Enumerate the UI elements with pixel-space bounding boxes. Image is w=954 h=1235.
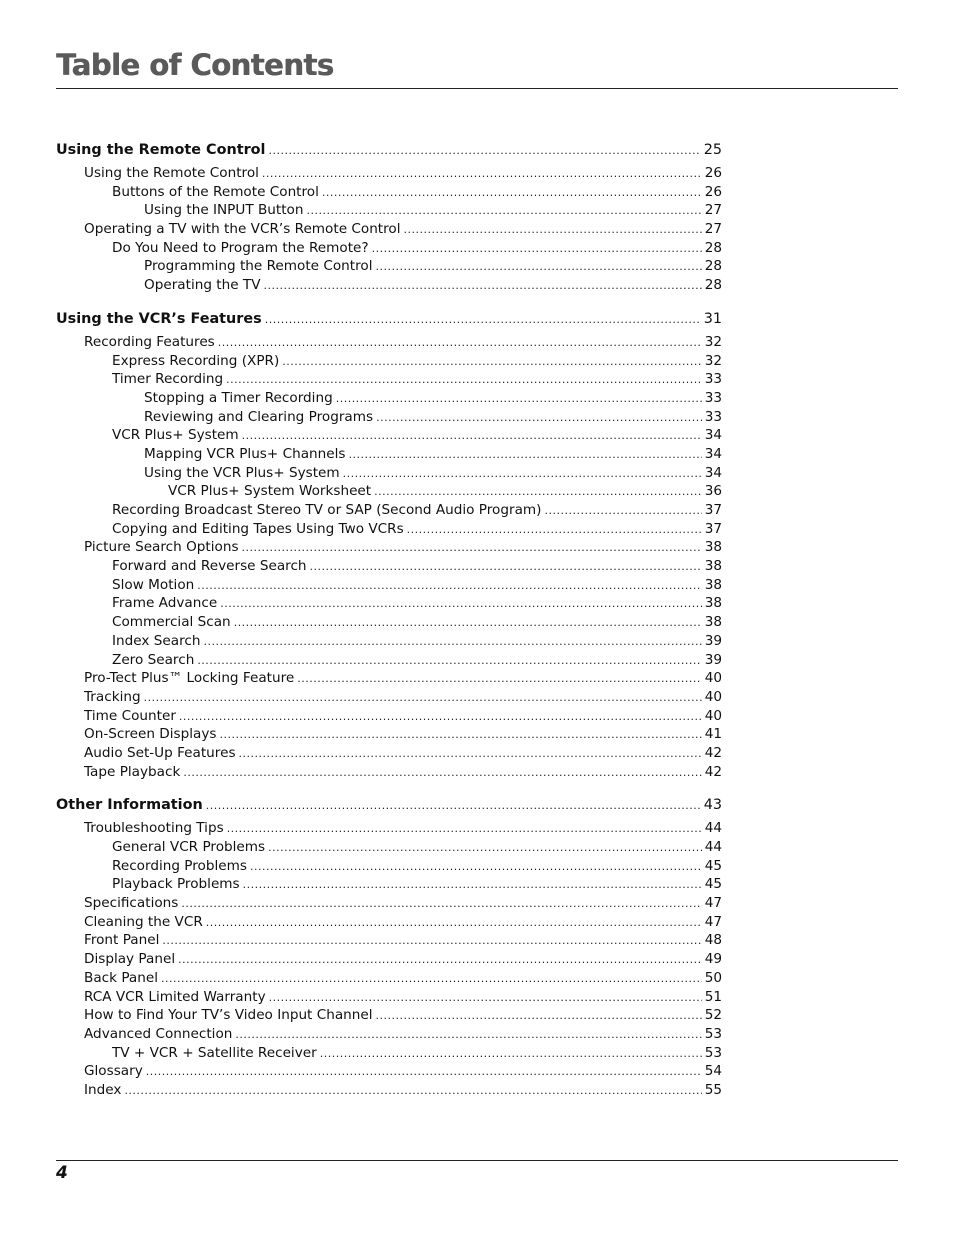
toc-entry-page: 42 — [704, 763, 722, 780]
toc-entry[interactable] — [56, 520, 722, 539]
toc-entry[interactable] — [56, 594, 722, 613]
toc-section-heading[interactable] — [56, 140, 722, 164]
dot-leader — [343, 464, 702, 484]
toc-entry[interactable] — [56, 819, 722, 838]
toc-list — [56, 140, 722, 1114]
toc-entry-page: 55 — [704, 1081, 722, 1098]
toc-entry-label: TV + VCR + Satellite Receiver — [112, 1044, 317, 1061]
dot-leader — [179, 707, 702, 727]
toc-entry-page: 33 — [704, 408, 722, 425]
toc-entry-page: 32 — [704, 333, 722, 350]
toc-entry-page: 33 — [704, 371, 722, 388]
dot-leader — [265, 309, 701, 330]
toc-entry[interactable] — [56, 501, 722, 520]
toc-entry-page: 52 — [704, 1007, 722, 1024]
toc-entry[interactable] — [56, 352, 722, 371]
toc-entry-label: Operating the TV — [144, 277, 261, 294]
toc-entry-label: Troubleshooting Tips — [84, 820, 224, 837]
toc-entry[interactable] — [56, 725, 722, 744]
toc-entry[interactable] — [56, 183, 722, 202]
toc-entry-label: Time Counter — [84, 707, 176, 724]
dot-leader — [161, 969, 702, 989]
toc-entry[interactable] — [56, 557, 722, 576]
toc-entry-label: Glossary — [84, 1063, 143, 1080]
toc-entry-page: 48 — [704, 932, 722, 949]
toc-entry-page: 34 — [704, 464, 722, 481]
toc-entry-page: 38 — [704, 614, 722, 631]
dot-leader — [203, 632, 701, 652]
toc-entry-label: Buttons of the Remote Control — [112, 183, 319, 200]
dot-leader — [242, 426, 702, 446]
toc-entry[interactable] — [56, 408, 722, 427]
toc-entry-page: 25 — [703, 142, 722, 158]
toc-entry[interactable] — [56, 201, 722, 220]
toc-entry-label: Copying and Editing Tapes Using Two VCRs — [112, 520, 404, 537]
toc-entry[interactable] — [56, 744, 722, 763]
toc-entry-page: 27 — [704, 221, 722, 238]
toc-section — [56, 140, 722, 295]
toc-entry-label: Recording Problems — [112, 857, 247, 874]
toc-entry-label: Stopping a Timer Recording — [144, 389, 333, 406]
toc-entry-label: Commercial Scan — [112, 614, 231, 631]
toc-entry-page: 26 — [704, 165, 722, 181]
toc-entry[interactable] — [56, 220, 722, 239]
dot-leader — [235, 1025, 701, 1045]
dot-leader — [162, 931, 701, 951]
dot-leader — [322, 183, 702, 203]
toc-entry-page: 39 — [704, 651, 722, 668]
toc-entry-page: 53 — [704, 1044, 722, 1061]
toc-entry-page: 42 — [704, 744, 722, 761]
toc-entry[interactable] — [56, 445, 722, 464]
toc-entry-label: Slow Motion — [112, 576, 195, 593]
toc-entry-page: 39 — [704, 632, 722, 649]
dot-leader — [183, 763, 701, 783]
toc-entry[interactable] — [56, 464, 722, 483]
dot-leader — [269, 988, 702, 1008]
dot-leader — [181, 894, 701, 914]
toc-entry-label: VCR Plus+ System — [112, 427, 239, 444]
toc-entry-label: Programming the Remote Control — [144, 258, 373, 275]
toc-entry[interactable] — [56, 1081, 722, 1100]
toc-entry-label: How to Find Your TV’s Video Input Channel — [84, 1007, 373, 1024]
toc-entry[interactable] — [56, 969, 722, 988]
dot-leader — [206, 913, 702, 933]
toc-section — [56, 309, 722, 782]
dot-leader — [307, 201, 702, 221]
toc-entry[interactable] — [56, 913, 722, 932]
toc-entry-label: Timer Recording — [112, 371, 224, 388]
toc-entry[interactable] — [56, 632, 722, 651]
toc-entry[interactable] — [56, 857, 722, 876]
toc-entry-page: 34 — [704, 427, 722, 444]
toc-entry-label: Tracking — [84, 688, 141, 705]
toc-entry-label: Tape Playback — [84, 763, 181, 780]
dot-leader — [219, 725, 701, 745]
toc-entry-page: 44 — [704, 820, 722, 837]
dot-leader — [226, 370, 702, 390]
toc-entry-page: 50 — [704, 969, 722, 986]
toc-entry[interactable] — [56, 239, 722, 258]
toc-entry[interactable] — [56, 426, 722, 445]
toc-entry-label: Specifications — [84, 895, 179, 912]
toc-entry-label: Using the VCR Plus+ System — [144, 464, 340, 481]
toc-entry[interactable] — [56, 333, 722, 352]
dot-leader — [206, 795, 701, 816]
toc-entry[interactable] — [56, 838, 722, 857]
toc-entry[interactable] — [56, 707, 722, 726]
toc-entry-page: 31 — [703, 310, 722, 327]
dot-leader — [372, 239, 702, 259]
dot-leader — [242, 538, 702, 558]
dot-leader — [282, 352, 701, 372]
toc-entry-page: 53 — [704, 1025, 722, 1042]
toc-entry[interactable] — [56, 276, 722, 295]
toc-entry-label: Back Panel — [84, 969, 158, 986]
toc-entry-page: 37 — [704, 520, 722, 537]
dot-leader — [262, 164, 702, 184]
toc-entry-page: 34 — [704, 445, 722, 462]
toc-entry[interactable] — [56, 576, 722, 595]
toc-entry[interactable] — [56, 931, 722, 950]
toc-section — [56, 795, 722, 1099]
toc-entry-page: 40 — [704, 707, 722, 724]
page-number: 4 — [56, 1163, 68, 1183]
footer-divider — [56, 1160, 898, 1161]
toc-entry[interactable] — [56, 389, 722, 408]
toc-entry-page: 26 — [704, 183, 722, 200]
toc-entry-page: 38 — [704, 576, 722, 593]
toc-section-heading[interactable] — [56, 309, 722, 333]
dot-leader — [376, 1006, 702, 1026]
toc-entry-page: 49 — [704, 951, 722, 968]
dot-leader — [544, 501, 701, 521]
dot-leader — [239, 744, 702, 764]
toc-entry-page: 43 — [703, 797, 722, 814]
dot-leader — [250, 857, 702, 877]
toc-entry-label: Audio Set-Up Features — [84, 744, 236, 761]
toc-entry-page: 41 — [704, 726, 722, 743]
toc-entry-label: Zero Search — [112, 651, 195, 668]
dot-leader — [264, 276, 702, 296]
dot-leader — [376, 408, 702, 428]
toc-entry-label: Other Information — [56, 797, 203, 814]
toc-entry-label: Using the INPUT Button — [144, 202, 304, 219]
toc-entry-label: Index Search — [112, 632, 201, 649]
toc-entry[interactable] — [56, 988, 722, 1007]
toc-entry-label: Using the VCR’s Features — [56, 310, 262, 327]
toc-entry-label: Do You Need to Program the Remote? — [112, 239, 369, 256]
toc-entry-label: Playback Problems — [112, 876, 240, 893]
dot-leader — [178, 950, 702, 970]
toc-entry-page: 32 — [704, 352, 722, 369]
page-title: Table of Contents — [56, 48, 334, 82]
dot-leader — [269, 140, 701, 161]
dot-leader — [407, 520, 702, 540]
toc-entry[interactable] — [56, 1062, 722, 1081]
toc-entry-label: Recording Features — [84, 333, 215, 350]
toc-entry[interactable] — [56, 257, 722, 276]
toc-entry[interactable] — [56, 1044, 722, 1063]
toc-entry[interactable] — [56, 651, 722, 670]
toc-entry-label: Recording Broadcast Stereo TV or SAP (Second Audio Program) — [112, 502, 542, 518]
toc-entry-page: 54 — [704, 1063, 722, 1080]
toc-entry-page: 27 — [704, 202, 722, 219]
toc-entry-label: Forward and Reverse Search — [112, 558, 307, 575]
toc-entry-page: 44 — [704, 839, 722, 855]
toc-entry-page: 38 — [704, 539, 722, 556]
toc-entry[interactable] — [56, 164, 722, 183]
toc-entry-label: Index — [84, 1081, 122, 1098]
toc-entry-label: On-Screen Displays — [84, 726, 217, 743]
toc-entry-page: 51 — [704, 988, 722, 1005]
toc-entry[interactable] — [56, 370, 722, 389]
toc-entry-page: 37 — [704, 502, 722, 518]
toc-entry-page: 45 — [704, 857, 722, 874]
toc-entry[interactable] — [56, 538, 722, 557]
dot-leader — [144, 688, 702, 708]
toc-entry-page: 40 — [704, 688, 722, 705]
toc-entry[interactable] — [56, 1006, 722, 1025]
dot-leader — [197, 651, 701, 671]
toc-entry-label: Operating a TV with the VCR’s Remote Control — [84, 221, 401, 238]
dot-leader — [404, 220, 702, 240]
toc-entry-label: Advanced Connection — [84, 1025, 233, 1042]
dot-leader — [374, 482, 702, 502]
toc-entry-label: Reviewing and Clearing Programs — [144, 408, 374, 425]
toc-entry-label: Picture Search Options — [84, 539, 239, 556]
toc-entry-label: Frame Advance — [112, 595, 218, 612]
toc-entry-label: VCR Plus+ System Worksheet — [168, 483, 372, 500]
toc-entry[interactable] — [56, 1025, 722, 1044]
toc-entry-page: 28 — [704, 239, 722, 256]
header-divider — [56, 88, 898, 89]
toc-entry-label: Express Recording (XPR) — [112, 352, 280, 369]
toc-entry-page: 38 — [704, 595, 722, 612]
toc-entry-page: 28 — [704, 277, 722, 294]
toc-entry-label: General VCR Problems — [112, 839, 266, 855]
toc-entry-page: 28 — [704, 258, 722, 275]
dot-leader — [268, 838, 702, 858]
toc-entry-page: 47 — [704, 895, 722, 912]
toc-entry-page: 38 — [704, 558, 722, 575]
toc-entry[interactable] — [56, 613, 722, 632]
toc-entry-label: Cleaning the VCR — [84, 913, 203, 930]
toc-entry-page: 47 — [704, 913, 722, 930]
toc-entry-label: Front Panel — [84, 932, 160, 949]
dot-leader — [243, 875, 702, 895]
toc-entry-label: RCA VCR Limited Warranty — [84, 988, 266, 1005]
dot-leader — [146, 1062, 702, 1082]
toc-entry-label: Pro-Tect Plus™ Locking Feature — [84, 670, 295, 687]
dot-leader — [336, 389, 702, 409]
dot-leader — [220, 594, 701, 614]
toc-entry[interactable] — [56, 669, 722, 688]
toc-section-heading[interactable] — [56, 795, 722, 819]
toc-entry[interactable] — [56, 482, 722, 501]
toc-entry[interactable] — [56, 950, 722, 969]
toc-entry-label: Display Panel — [84, 951, 176, 968]
dot-leader — [320, 1044, 702, 1064]
dot-leader — [297, 669, 701, 689]
dot-leader — [375, 257, 701, 277]
toc-entry-page: 45 — [704, 876, 722, 893]
dot-leader — [310, 557, 702, 577]
dot-leader — [218, 333, 702, 353]
toc-entry-label: Mapping VCR Plus+ Channels — [144, 445, 346, 462]
dot-leader — [227, 819, 702, 839]
dot-leader — [234, 613, 702, 633]
dot-leader — [197, 576, 701, 596]
toc-entry-label: Using the Remote Control — [84, 165, 259, 181]
toc-entry[interactable] — [56, 688, 722, 707]
toc-entry[interactable] — [56, 875, 722, 894]
dot-leader — [124, 1081, 701, 1101]
toc-entry-label: Using the Remote Control — [56, 142, 266, 158]
toc-entry[interactable] — [56, 763, 722, 782]
toc-entry-page: 40 — [704, 670, 722, 687]
dot-leader — [349, 445, 702, 465]
toc-entry-page: 36 — [704, 483, 722, 500]
toc-entry-page: 33 — [704, 389, 722, 406]
toc-entry[interactable] — [56, 894, 722, 913]
